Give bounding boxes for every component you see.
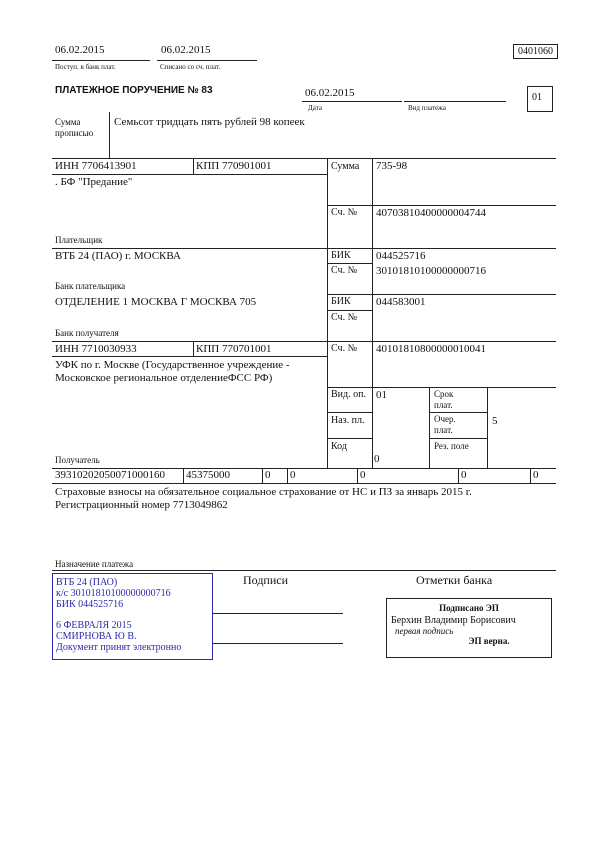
payer-bank-account-value: 30101810100000000716 bbox=[376, 265, 486, 277]
bank-stamp-line-3: БИК 044525716 bbox=[56, 599, 124, 610]
tax-kbk: 39310202050071000160 bbox=[55, 469, 165, 481]
payment-type-label: Вид платежа bbox=[408, 104, 447, 112]
payer-account-value: 40703810400000004744 bbox=[376, 207, 486, 219]
term-label-2: плат. bbox=[434, 400, 453, 410]
payee-bank-bik-value: 044583001 bbox=[376, 296, 426, 308]
bank-stamp-line-4: 6 ФЕВРАЛЯ 2015 bbox=[56, 620, 132, 631]
purpose-code-label: Наз. пл. bbox=[331, 415, 365, 426]
tax-doc-date: 0 bbox=[461, 469, 467, 481]
payer-bank-bik-label: БИК bbox=[331, 250, 351, 261]
payee-inn: ИНН 7710030933 bbox=[55, 343, 137, 355]
form-code: 0401060 bbox=[513, 44, 558, 59]
code-value: 0 bbox=[374, 453, 380, 465]
e-signature-status: ЭП верна. bbox=[468, 636, 510, 646]
tax-period: 0 bbox=[290, 469, 296, 481]
payer-bank-account-label: Сч. № bbox=[331, 265, 358, 276]
tax-payment-type: 0 bbox=[533, 469, 539, 481]
e-signature-name: Берхин Владимир Борисович bbox=[391, 615, 516, 626]
sum-value: 735-98 bbox=[376, 160, 408, 172]
term-label-1: Срок bbox=[434, 389, 454, 399]
amount-words-value: Семьсот тридцать пять рублей 98 копеек bbox=[114, 116, 305, 128]
payee-bank-bik-label: БИК bbox=[331, 296, 351, 307]
purpose-line-2: Регистрационный номер 7713049862 bbox=[55, 499, 228, 511]
payer-bank-label: Банк плательщика bbox=[55, 281, 126, 291]
bank-received-label: Поступ. в банк плат. bbox=[55, 63, 116, 71]
amount-words-label-2: прописью bbox=[55, 128, 94, 138]
bank-stamp-line-5: СМИРНОВА Ю В. bbox=[56, 631, 137, 642]
bank-stamp-line-1: ВТБ 24 (ПАО) bbox=[56, 577, 118, 588]
payee-bank-name: ОТДЕЛЕНИЕ 1 МОСКВА Г МОСКВА 705 bbox=[55, 296, 257, 308]
op-type-label: Вид. оп. bbox=[331, 389, 366, 400]
payee-name-1: УФК по г. Москве (Государственное учреждение - bbox=[55, 359, 290, 371]
payer-bank-bik-value: 044525716 bbox=[376, 250, 426, 262]
payer-inn: ИНН 7706413901 bbox=[55, 160, 137, 172]
bank-marks-title: Отметки банка bbox=[416, 573, 493, 587]
payer-label: Плательщик bbox=[55, 235, 103, 245]
e-signature-title: Подписано ЭП bbox=[439, 603, 499, 613]
debited-date: 06.02.2015 bbox=[161, 44, 211, 56]
payer-kpp: КПП 770901001 bbox=[196, 160, 272, 172]
e-signature-role: первая подпись bbox=[395, 626, 454, 636]
payee-kpp: КПП 770701001 bbox=[196, 343, 272, 355]
queue-label-2: плат. bbox=[434, 425, 453, 435]
purpose-line-1: Страховые взносы на обязательное социальное страхование от НС и ПЗ за январь 2015 г. bbox=[55, 486, 472, 498]
tax-oktmo: 45375000 bbox=[186, 469, 230, 481]
order-title: ПЛАТЕЖНОЕ ПОРУЧЕНИЕ № 83 bbox=[55, 85, 213, 96]
purpose-label: Назначение платежа bbox=[55, 559, 134, 569]
bank-received-date: 06.02.2015 bbox=[55, 44, 105, 56]
order-date: 06.02.2015 bbox=[305, 87, 355, 99]
e-signature-box bbox=[386, 598, 552, 658]
bank-stamp-line-2: к/с 30101810100000000716 bbox=[56, 588, 171, 599]
payer-account-label: Сч. № bbox=[331, 207, 358, 218]
sum-label: Сумма bbox=[331, 161, 360, 172]
payer-name: . БФ "Предание" bbox=[55, 176, 133, 188]
queue-label-1: Очер. bbox=[434, 414, 456, 424]
payee-bank-account-label: Сч. № bbox=[331, 312, 358, 323]
debited-label: Списано со сч. плат. bbox=[160, 63, 221, 71]
payee-bank-label: Банк получателя bbox=[55, 328, 119, 338]
payee-label: Получатель bbox=[55, 455, 100, 465]
reserve-label: Рез. поле bbox=[434, 441, 469, 451]
amount-words-label-1: Сумма bbox=[55, 117, 81, 127]
tax-basis: 0 bbox=[265, 469, 271, 481]
payee-account-value: 40101810800000010041 bbox=[376, 343, 486, 355]
bank-stamp-line-6: Документ принят электронно bbox=[56, 642, 182, 653]
tax-doc-number: 0 bbox=[360, 469, 366, 481]
order-date-label: Дата bbox=[308, 104, 322, 112]
code-label: Код bbox=[331, 441, 347, 452]
bank-stamp bbox=[52, 573, 213, 660]
status-code: 01 bbox=[527, 86, 553, 112]
payee-account-label: Сч. № bbox=[331, 343, 358, 354]
queue-value: 5 bbox=[492, 415, 498, 427]
op-type-value: 01 bbox=[376, 389, 387, 401]
signatures-title: Подписи bbox=[243, 573, 289, 587]
payer-bank-name: ВТБ 24 (ПАО) г. МОСКВА bbox=[55, 250, 181, 262]
payee-name-2: Московское региональное отделениеФСС РФ) bbox=[55, 372, 273, 384]
